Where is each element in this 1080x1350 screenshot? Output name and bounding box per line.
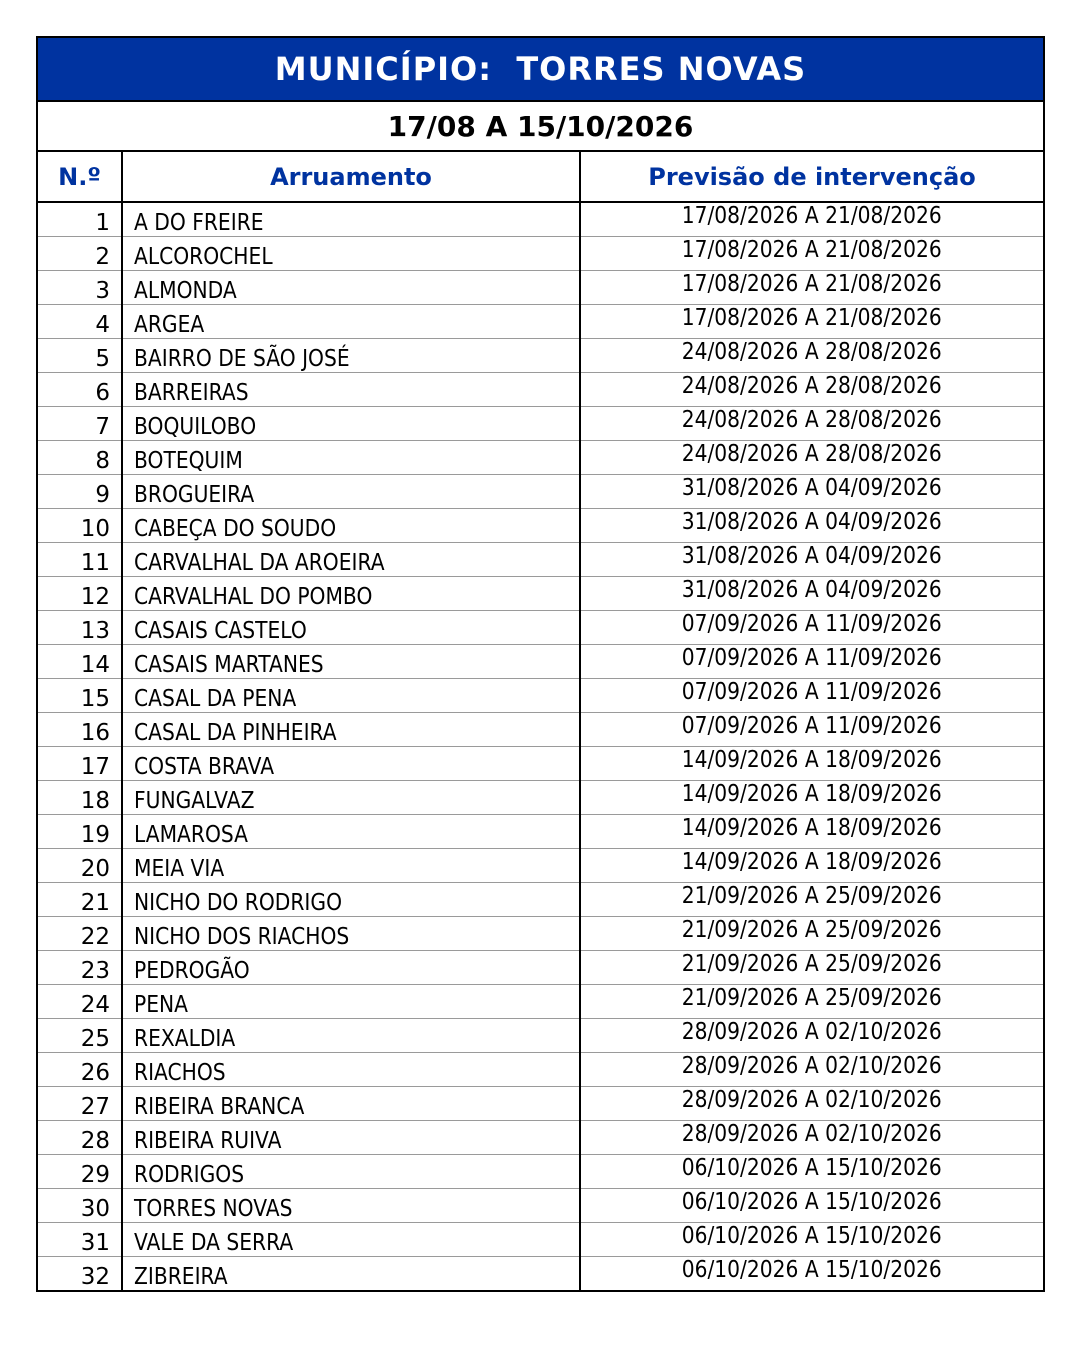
row-schedule-cell [580,679,1043,713]
row-street: RODRIGOS [134,1162,245,1188]
row-schedule: 24/08/2026 A 28/08/2026 [681,407,943,433]
row-number: 9 [38,475,122,509]
row-street: TORRES NOVAS [134,1196,293,1222]
table-row [38,339,1043,373]
row-street: PEDROGÃO [134,958,250,984]
row-street: RIACHOS [134,1060,226,1086]
row-street-cell [122,1121,580,1155]
table-row [38,951,1043,985]
row-schedule-cell [580,271,1043,305]
row-street-cell [122,985,580,1019]
row-street-cell [122,781,580,815]
row-street: NICHO DOS RIACHOS [134,924,350,950]
municipality-title: MUNICÍPIO: TORRES NOVAS [38,38,1043,102]
row-street: BOTEQUIM [134,448,243,474]
row-street-cell [122,441,580,475]
row-number: 29 [38,1155,122,1189]
row-street: BAIRRO DE SÃO JOSÉ [134,346,350,372]
row-schedule-cell [580,202,1043,237]
row-number: 18 [38,781,122,815]
row-schedule-cell [580,1223,1043,1257]
table-row [38,202,1043,237]
row-schedule: 28/09/2026 A 02/10/2026 [681,1121,943,1147]
row-schedule: 14/09/2026 A 18/09/2026 [681,849,943,875]
table-row [38,781,1043,815]
row-street: ARGEA [134,312,205,338]
row-street-cell [122,373,580,407]
row-schedule-cell [580,1087,1043,1121]
row-street-cell [122,1053,580,1087]
street-schedule-table [38,152,1043,1290]
row-street: LAMAROSA [134,822,248,848]
row-street-cell [122,237,580,271]
table-row [38,1257,1043,1291]
row-street-cell [122,645,580,679]
row-number: 8 [38,441,122,475]
row-street-cell [122,577,580,611]
row-schedule: 14/09/2026 A 18/09/2026 [681,781,943,807]
row-number: 22 [38,917,122,951]
row-schedule-cell [580,645,1043,679]
row-street-cell [122,679,580,713]
row-schedule: 17/08/2026 A 21/08/2026 [681,271,943,297]
table-row [38,1121,1043,1155]
row-schedule-cell [580,237,1043,271]
row-number: 12 [38,577,122,611]
row-number: 25 [38,1019,122,1053]
row-street: ZIBREIRA [134,1264,228,1290]
row-number: 10 [38,509,122,543]
schedule-sheet [36,36,1045,1292]
row-street-cell [122,1019,580,1053]
row-schedule: 07/09/2026 A 11/09/2026 [681,679,943,705]
row-schedule-cell [580,951,1043,985]
row-schedule: 06/10/2026 A 15/10/2026 [681,1189,943,1215]
table-row [38,747,1043,781]
period-heading: 17/08 A 15/10/2026 [38,102,1043,152]
row-schedule: 06/10/2026 A 15/10/2026 [681,1223,943,1249]
row-schedule-cell [580,509,1043,543]
row-schedule: 17/08/2026 A 21/08/2026 [681,305,943,331]
row-number: 28 [38,1121,122,1155]
row-street-cell [122,815,580,849]
row-schedule-cell [580,407,1043,441]
table-row [38,543,1043,577]
row-street-cell [122,543,580,577]
row-schedule: 21/09/2026 A 25/09/2026 [681,951,943,977]
row-schedule-cell [580,781,1043,815]
row-street: REXALDIA [134,1026,236,1052]
row-schedule: 07/09/2026 A 11/09/2026 [681,611,943,637]
row-street: MEIA VIA [134,856,225,882]
row-street-cell [122,271,580,305]
row-street: ALMONDA [134,278,237,304]
row-number: 21 [38,883,122,917]
row-schedule-cell [580,883,1043,917]
row-schedule: 06/10/2026 A 15/10/2026 [681,1257,943,1283]
row-schedule-cell [580,1189,1043,1223]
row-number: 27 [38,1087,122,1121]
row-schedule: 28/09/2026 A 02/10/2026 [681,1087,943,1113]
row-street-cell [122,1257,580,1291]
row-schedule: 24/08/2026 A 28/08/2026 [681,373,943,399]
row-number: 7 [38,407,122,441]
row-number: 20 [38,849,122,883]
row-schedule: 24/08/2026 A 28/08/2026 [681,339,943,365]
row-schedule-cell [580,339,1043,373]
row-street-cell [122,509,580,543]
row-schedule-cell [580,577,1043,611]
row-street-cell [122,611,580,645]
row-schedule: 17/08/2026 A 21/08/2026 [681,237,943,263]
row-street: CARVALHAL DO POMBO [134,584,373,610]
row-schedule-cell [580,305,1043,339]
row-street: RIBEIRA BRANCA [134,1094,305,1120]
row-street-cell [122,407,580,441]
row-street-cell [122,1223,580,1257]
table-row [38,1155,1043,1189]
row-schedule: 14/09/2026 A 18/09/2026 [681,747,943,773]
row-schedule-cell [580,747,1043,781]
row-schedule-cell [580,815,1043,849]
row-schedule: 31/08/2026 A 04/09/2026 [681,577,943,603]
table-row [38,815,1043,849]
row-schedule: 21/09/2026 A 25/09/2026 [681,985,943,1011]
row-street-cell [122,1087,580,1121]
row-schedule-cell [580,475,1043,509]
row-schedule-cell [580,543,1043,577]
row-number: 1 [38,202,122,237]
row-schedule-cell [580,917,1043,951]
row-number: 16 [38,713,122,747]
row-schedule: 21/09/2026 A 25/09/2026 [681,883,943,909]
row-street: CASAL DA PENA [134,686,297,712]
row-schedule: 31/08/2026 A 04/09/2026 [681,543,943,569]
row-number: 6 [38,373,122,407]
row-street-cell [122,475,580,509]
table-row [38,917,1043,951]
row-street: BARREIRAS [134,380,249,406]
row-schedule: 31/08/2026 A 04/09/2026 [681,509,943,535]
row-schedule-cell [580,713,1043,747]
row-street-cell [122,917,580,951]
row-schedule-cell [580,441,1043,475]
row-street: CASAL DA PINHEIRA [134,720,337,746]
row-street: VALE DA SERRA [134,1230,294,1256]
table-row [38,645,1043,679]
column-header-schedule: Previsão de intervenção [580,152,1043,202]
row-street-cell [122,713,580,747]
row-number: 4 [38,305,122,339]
row-schedule-cell [580,1019,1043,1053]
row-number: 30 [38,1189,122,1223]
row-street: CASAIS CASTELO [134,618,307,644]
row-number: 11 [38,543,122,577]
row-schedule: 14/09/2026 A 18/09/2026 [681,815,943,841]
row-number: 23 [38,951,122,985]
table-row [38,1087,1043,1121]
row-schedule: 17/08/2026 A 21/08/2026 [681,203,943,229]
table-row [38,1053,1043,1087]
row-street: ALCOROCHEL [134,244,273,270]
table-row [38,577,1043,611]
row-street: BROGUEIRA [134,482,255,508]
row-street: FUNGALVAZ [134,788,255,814]
row-street: CASAIS MARTANES [134,652,324,678]
row-street: A DO FREIRE [134,210,264,236]
row-street-cell [122,951,580,985]
table-row [38,373,1043,407]
row-schedule-cell [580,985,1043,1019]
row-schedule: 07/09/2026 A 11/09/2026 [681,713,943,739]
row-number: 32 [38,1257,122,1291]
row-schedule-cell [580,1257,1043,1291]
row-number: 2 [38,237,122,271]
row-schedule-cell [580,373,1043,407]
table-row [38,509,1043,543]
row-street-cell [122,849,580,883]
row-schedule-cell [580,1053,1043,1087]
row-number: 5 [38,339,122,373]
row-schedule: 28/09/2026 A 02/10/2026 [681,1053,943,1079]
row-street-cell [122,1155,580,1189]
table-row [38,611,1043,645]
row-street: BOQUILOBO [134,414,257,440]
column-header-street: Arruamento [122,152,580,202]
row-number: 13 [38,611,122,645]
row-number: 26 [38,1053,122,1087]
row-schedule: 28/09/2026 A 02/10/2026 [681,1019,943,1045]
row-schedule-cell [580,1121,1043,1155]
row-street-cell [122,305,580,339]
column-header-number: N.º [38,152,122,202]
row-number: 14 [38,645,122,679]
table-row [38,679,1043,713]
row-schedule-cell [580,611,1043,645]
row-schedule: 06/10/2026 A 15/10/2026 [681,1155,943,1181]
row-schedule: 07/09/2026 A 11/09/2026 [681,645,943,671]
row-schedule-cell [580,1155,1043,1189]
row-number: 17 [38,747,122,781]
table-row [38,475,1043,509]
row-number: 19 [38,815,122,849]
row-street-cell [122,202,580,237]
row-street: NICHO DO RODRIGO [134,890,343,916]
table-row [38,849,1043,883]
table-row [38,1223,1043,1257]
table-row [38,985,1043,1019]
row-number: 31 [38,1223,122,1257]
row-schedule-cell [580,849,1043,883]
row-number: 24 [38,985,122,1019]
row-street: RIBEIRA RUIVA [134,1128,282,1154]
table-row [38,305,1043,339]
row-schedule: 31/08/2026 A 04/09/2026 [681,475,943,501]
table-row [38,407,1043,441]
table-row [38,1019,1043,1053]
row-street-cell [122,747,580,781]
row-street: COSTA BRAVA [134,754,275,780]
row-street: CABEÇA DO SOUDO [134,516,337,542]
table-row [38,237,1043,271]
table-header-row [38,152,1043,202]
row-schedule: 24/08/2026 A 28/08/2026 [681,441,943,467]
table-row [38,271,1043,305]
row-number: 15 [38,679,122,713]
table-row [38,713,1043,747]
table-row [38,441,1043,475]
table-row [38,1189,1043,1223]
row-street: CARVALHAL DA AROEIRA [134,550,385,576]
row-street-cell [122,883,580,917]
row-street: PENA [134,992,188,1018]
row-number: 3 [38,271,122,305]
row-schedule: 21/09/2026 A 25/09/2026 [681,917,943,943]
row-street-cell [122,1189,580,1223]
row-street-cell [122,339,580,373]
table-row [38,883,1043,917]
table-body [38,202,1043,1290]
